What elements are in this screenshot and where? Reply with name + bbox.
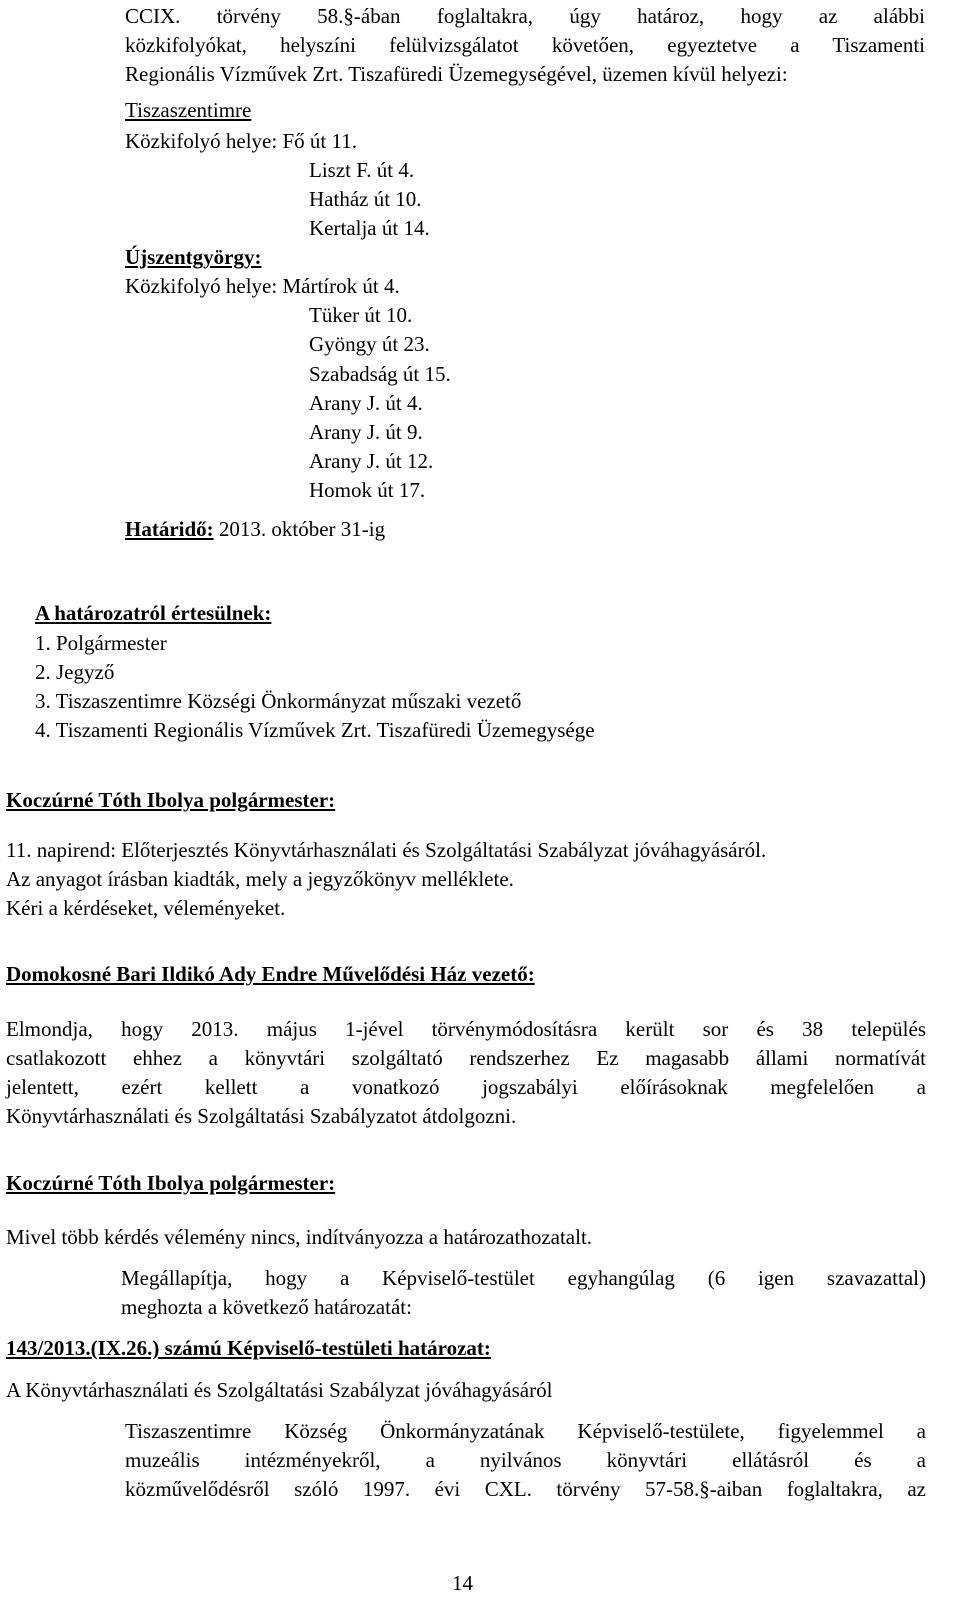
resolution-line: muzeális intézményekről, a nyilvános könyvtári ellátásról és a xyxy=(125,1448,926,1472)
speaker2-line: Könyvtárhasználati és Szolgáltatási Szabályzatot átdolgozni. xyxy=(6,1104,517,1128)
resolution-line: közművelődésről szóló 1997. évi CXL. törvény 57-58.§-aiban foglaltakra, az xyxy=(125,1477,926,1501)
speaker-name: Koczúrné Tóth Ibolya polgármester: xyxy=(6,788,336,812)
speaker1-line: 11. napirend: Előterjesztés Könyvtárhasználati és Szolgáltatási Szabályzat jóváhagyásáról. xyxy=(6,838,767,862)
finding-line: Megállapítja, hogy a Képviselő-testület egyhangúlag (6 igen szavazattal) xyxy=(121,1266,926,1290)
speaker3-line: Mivel több kérdés vélemény nincs, indítványozza a határozathozatalt. xyxy=(6,1225,593,1249)
intro-line-2: közkifolyókat, helyszíni felülvizsgálatot követően, egyeztetve a Tiszamenti xyxy=(125,33,925,57)
tiszaszentimre-item: Kertalja út 14. xyxy=(309,216,430,240)
deadline-value: 2013. október 31-ig xyxy=(213,517,386,541)
notify-heading: A határozatról értesülnek: xyxy=(35,601,272,625)
deadline-label: Határidő: xyxy=(125,517,214,541)
notify-item: 1. Polgármester xyxy=(35,631,167,655)
ujszentgyorgy-item: Tüker út 10. xyxy=(309,303,413,327)
page-number: 14 xyxy=(452,1571,473,1595)
ujszentgyorgy-first: Közkifolyó helye: Mártírok út 4. xyxy=(125,274,400,298)
deadline xyxy=(125,519,385,540)
ujszentgyorgy-item: Gyöngy út 23. xyxy=(309,332,430,356)
speaker1-line: Kéri a kérdéseket, véleményeket. xyxy=(6,896,286,920)
intro-line-3: Regionális Vízművek Zrt. Tiszafüredi Üzemegységével, üzemen kívül helyezi: xyxy=(125,62,788,86)
ujszentgyorgy-heading: Újszentgyörgy: xyxy=(125,245,262,269)
speaker2-line: csatlakozott ehhez a könyvtári szolgáltató rendszerhez Ez magasabb állami normatívát xyxy=(6,1046,926,1070)
speaker1-line: Az anyagot írásban kiadták, mely a jegyzőkönyv melléklete. xyxy=(6,867,514,891)
notify-item: 3. Tiszaszentimre Községi Önkormányzat műszaki vezető xyxy=(35,689,522,713)
finding-line: meghozta a következő határozatát: xyxy=(121,1295,412,1319)
ujszentgyorgy-item: Arany J. út 12. xyxy=(309,449,434,473)
speaker2-line: Elmondja, hogy 2013. május 1-jével törvénymódosításra került sor és 38 település xyxy=(6,1017,926,1041)
speaker2-line: jelentett, ezért kellett a vonatkozó jogszabályi előírásoknak megfelelően a xyxy=(6,1075,926,1099)
ujszentgyorgy-item: Homok út 17. xyxy=(309,478,426,502)
intro-line-1: CCIX. törvény 58.§-ában foglaltakra, úgy határoz, hogy az alábbi xyxy=(125,4,925,28)
resolution-heading: 143/2013.(IX.26.) számú Képviselő-testületi határozat: xyxy=(6,1336,491,1360)
speaker-name: Koczúrné Tóth Ibolya polgármester: xyxy=(6,1171,336,1195)
ujszentgyorgy-item: Arany J. út 4. xyxy=(309,391,423,415)
resolution-line: Tiszaszentimre Község Önkormányzatának Képviselő-testülete, figyelemmel a xyxy=(125,1419,926,1443)
tiszaszentimre-item: Liszt F. út 4. xyxy=(309,158,415,182)
ujszentgyorgy-item: Szabadság út 15. xyxy=(309,362,451,386)
notify-item: 4. Tiszamenti Regionális Vízművek Zrt. Tiszafüredi Üzemegysége xyxy=(35,718,595,742)
tiszaszentimre-heading: Tiszaszentimre xyxy=(125,98,252,122)
ujszentgyorgy-item: Arany J. út 9. xyxy=(309,420,423,444)
notify-item: 2. Jegyző xyxy=(35,660,115,684)
resolution-subject: A Könyvtárhasználati és Szolgáltatási Szabályzat jóváhagyásáról xyxy=(6,1378,553,1402)
tiszaszentimre-item: Hatház út 10. xyxy=(309,187,422,211)
tiszaszentimre-first: Közkifolyó helye: Fő út 11. xyxy=(125,129,357,153)
speaker-name: Domokosné Bari Ildikó Ady Endre Művelődési Ház vezető: xyxy=(6,962,535,986)
